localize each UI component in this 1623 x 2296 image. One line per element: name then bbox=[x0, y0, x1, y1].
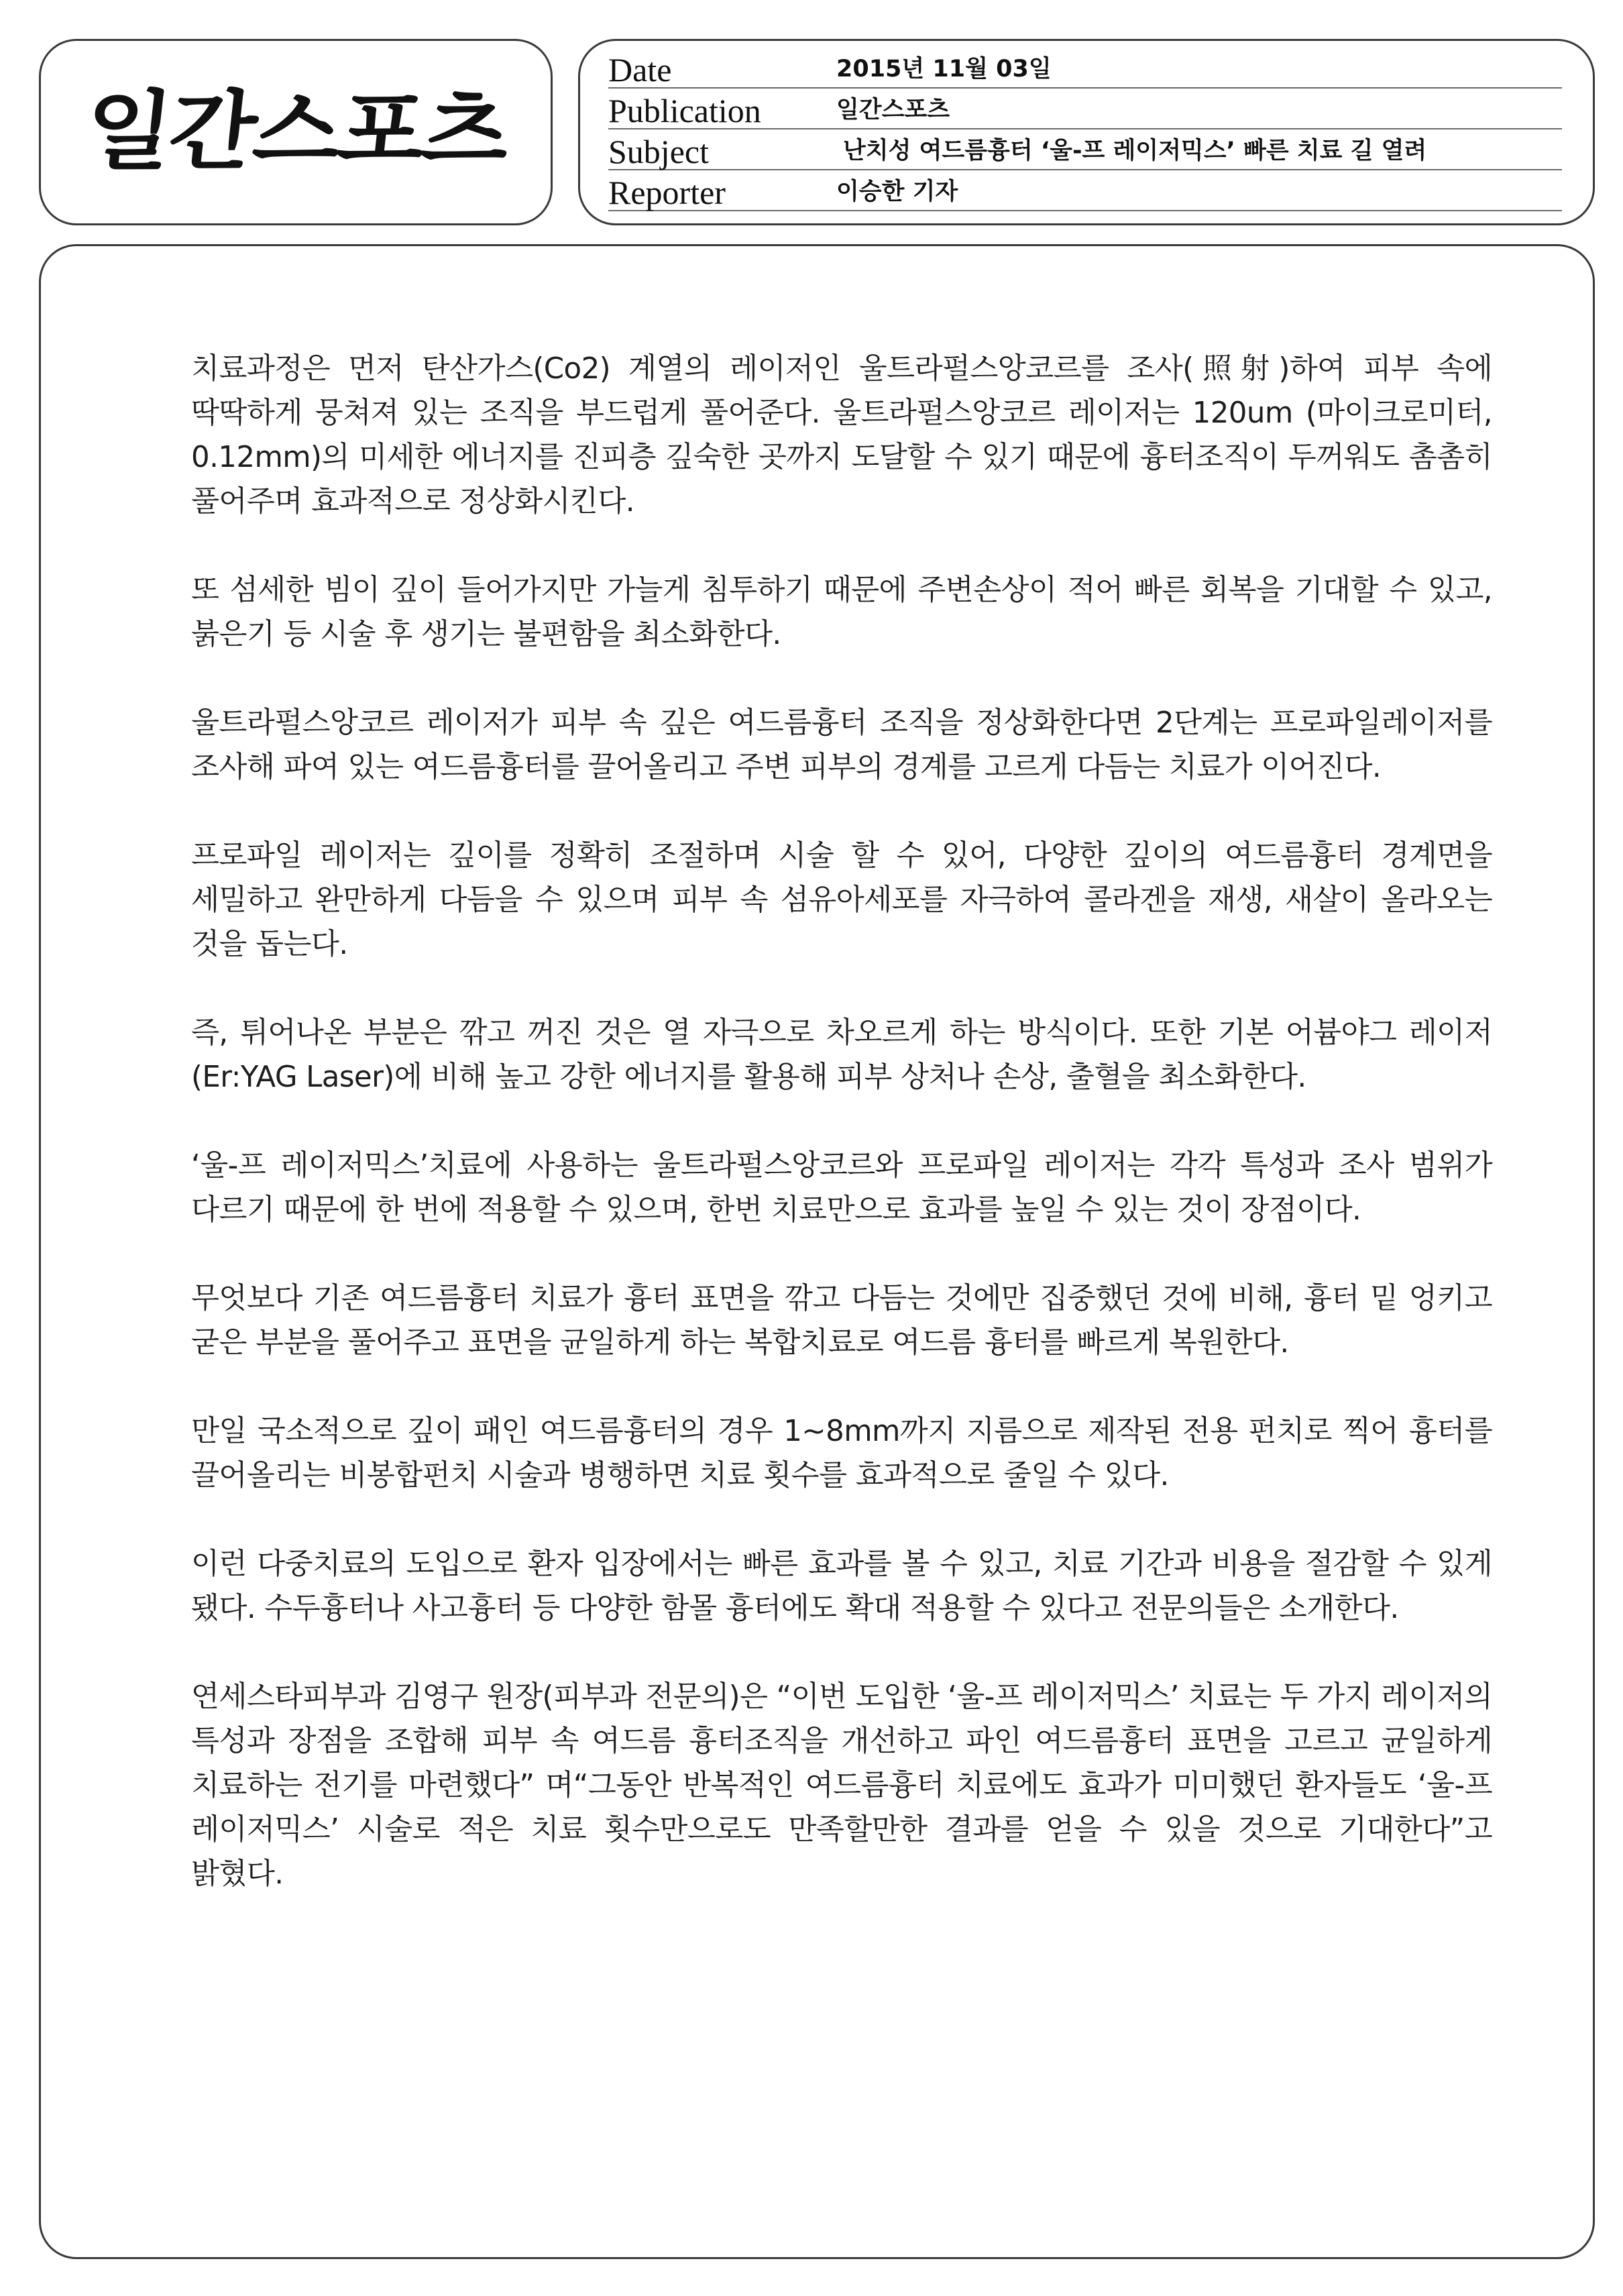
article-paragraph: 만일 국소적으로 깊이 패인 여드름흉터의 경우 1~8mm까지 지름으로 제작된 전용 펀치로 찍어 흉터를 끌어올리는 비봉합펀치 시술과 병행하면 치료 횟수를 효과적으로 줄일 수 있다. bbox=[191, 1415, 1492, 1492]
subject-value: 난치성 여드름흉터 ‘울-프 레이저믹스’ 빠른 치료 길 열려 bbox=[843, 138, 1427, 164]
info-table bbox=[608, 48, 1562, 211]
publication-logo bbox=[41, 41, 551, 223]
subject-label: Subject bbox=[608, 133, 709, 170]
article-paragraph: 또 섬세한 빔이 깊이 들어가지만 가늘게 침투하기 때문에 주변손상이 적어 빠른 회복을 기대할 수 있고, 붉은기 등 시술 후 생기는 불편함을 최소화한다. bbox=[191, 573, 1492, 651]
publication-value: 일간스포츠 bbox=[836, 97, 950, 123]
logo-text: 일간스포츠 bbox=[79, 82, 512, 182]
article-info-box bbox=[578, 39, 1595, 225]
article-body-box bbox=[39, 244, 1595, 2259]
article-paragraph: ‘울-프 레이저믹스’치료에 사용하는 울트라펄스앙코르와 프로파일 레이저는 각각 특성과 조사 범위가 다르기 때문에 한 번에 적용할 수 있으며, 한번 치료만으로 효과를 높일 수 있는 것이 장점이다. bbox=[191, 1149, 1492, 1227]
article-paragraph: 무엇보다 기존 여드름흉터 치료가 흉터 표면을 깎고 다듬는 것에만 집중했던 것에 비해, 흉터 밑 엉키고 굳은 부분을 풀어주고 표면을 균일하게 하는 복합치료로 여드름 흉터를 빠르게 복원한다. bbox=[191, 1282, 1492, 1360]
info-row-date bbox=[608, 48, 1562, 89]
article-paragraph: 치료과정은 먼저 탄산가스(Co2) 계열의 레이저인 울트라펄스앙코르를 조사(照射)하여 피부 속에 딱딱하게 뭉쳐져 있는 조직을 부드럽게 풀어준다. 울트라펄스앙코르 레이저는 120um (마이크로미터, 0.12mm)의 미세한 에너지를 진피층 깊숙한 곳까지 도달할 수 있기 때문에 흉터조직이 두꺼워도 촘촘히 풀어주며 효과적으로 정상화시킨다. bbox=[191, 352, 1492, 518]
info-row-publication bbox=[608, 89, 1562, 129]
info-row-reporter bbox=[608, 170, 1562, 211]
reporter-value: 이승한 기자 bbox=[836, 178, 958, 205]
date-value: 2015년 11월 03일 bbox=[836, 56, 1052, 83]
article-paragraph: 이런 다중치료의 도입으로 환자 입장에서는 빠른 효과를 볼 수 있고, 치료 기간과 비용을 절감할 수 있게 됐다. 수두흉터나 사고흉터 등 다양한 함몰 흉터에도 확대 적용할 수 있다고 전문의들은 소개한다. bbox=[191, 1547, 1492, 1625]
masthead-box bbox=[39, 39, 553, 225]
article-body bbox=[191, 347, 1492, 1940]
article-paragraph: 즉, 튀어나온 부분은 깎고 꺼진 것은 열 자극으로 차오르게 하는 방식이다. 또한 기본 어븀야그 레이저(Er:YAG Laser)에 비해 높고 강한 에너지를 활용해 피부 상처나 손상, 출혈을 최소화한다. bbox=[191, 1016, 1492, 1094]
article-paragraph: 연세스타피부과 김영구 원장(피부과 전문의)은 “이번 도입한 ‘울-프 레이저믹스’ 치료는 두 가지 레이저의 특성과 장점을 조합해 피부 속 여드름 흉터조직을 개선하고 파인 여드름흉터 표면을 고르고 균일하게 치료하는 전기를 마련했다” 며“그동안 반복적인 여드름흉터 치료에도 효과가 미미했던 환자들도 ‘울-프 레이저믹스’ 시술로 적은 치료 횟수만으로도 만족할만한 결과를 얻을 수 있을 것으로 기대한다”고 밝혔다. bbox=[191, 1680, 1492, 1891]
article-paragraph: 프로파일 레이저는 깊이를 정확히 조절하며 시술 할 수 있어, 다양한 깊이의 여드름흉터 경계면을 세밀하고 완만하게 다듬을 수 있으며 피부 속 섬유아세포를 자극하여 콜라겐을 재생, 새살이 올라오는 것을 돕는다. bbox=[191, 839, 1492, 961]
publication-label: Publication bbox=[608, 92, 761, 129]
date-label: Date bbox=[608, 51, 672, 89]
article-paragraph: 울트라펄스앙코르 레이저가 피부 속 깊은 여드름흉터 조직을 정상화한다면 2단계는 프로파일레이저를 조사해 파여 있는 여드름흉터를 끌어올리고 주변 피부의 경계를 고르게 다듬는 치료가 이어진다. bbox=[191, 706, 1492, 784]
info-row-subject bbox=[608, 129, 1562, 170]
reporter-label: Reporter bbox=[608, 174, 726, 211]
